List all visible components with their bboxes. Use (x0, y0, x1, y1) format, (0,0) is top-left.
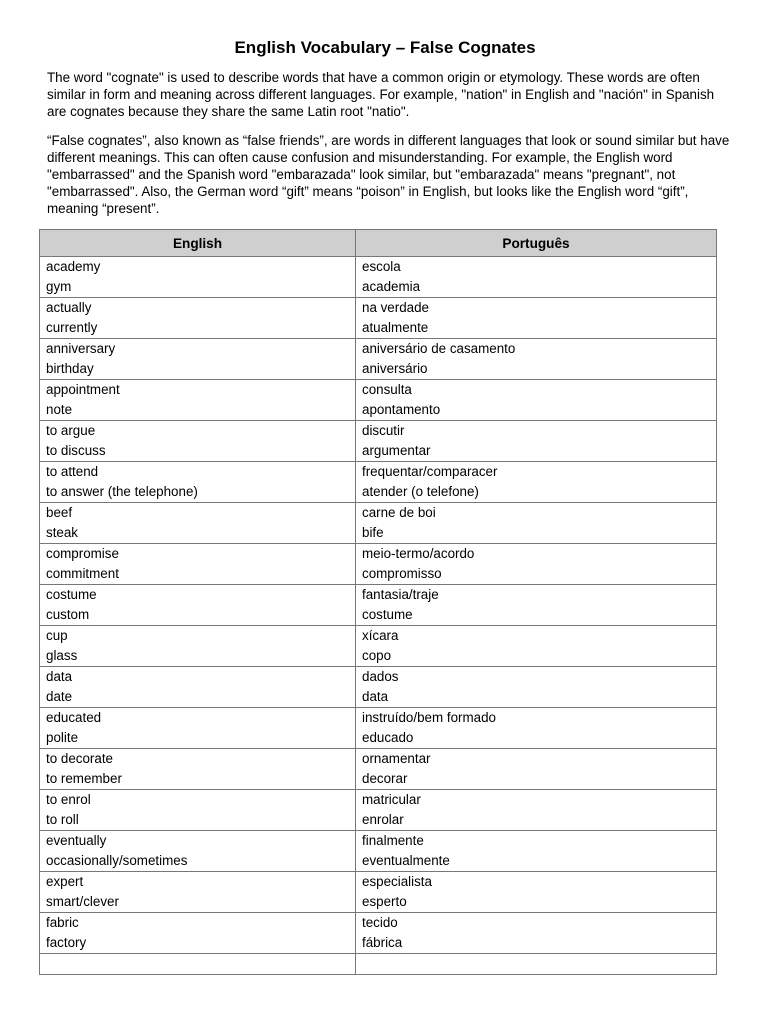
english-term: compromise (46, 546, 119, 561)
english-cell (40, 462, 356, 503)
english-term: data (46, 669, 73, 684)
english-cell (40, 872, 356, 913)
table-row (40, 667, 717, 708)
portugues-term: apontamento (362, 402, 441, 417)
portugues-cell (356, 298, 717, 339)
english-cell (40, 831, 356, 872)
english-term: glass (46, 648, 78, 663)
portugues-cell (356, 462, 717, 503)
portugues-cell (356, 913, 717, 954)
portugues-term: eventualmente (362, 853, 450, 868)
portugues-term: bife (362, 525, 384, 540)
portugues-term: costume (362, 607, 413, 622)
english-term: academy (46, 259, 101, 274)
portugues-cell (356, 749, 717, 790)
portugues-term: compromisso (362, 566, 442, 581)
table-row (40, 708, 717, 749)
portugues-cell (356, 790, 717, 831)
table-row (40, 831, 717, 872)
portugues-cell (356, 626, 717, 667)
english-term: to roll (46, 812, 79, 827)
english-term: educated (46, 710, 102, 725)
portugues-term: esperto (362, 894, 407, 909)
portugues-term: dados (362, 669, 399, 684)
english-term: expert (46, 874, 84, 889)
english-term: beef (46, 505, 73, 520)
english-term: occasionally/sometimes (46, 853, 188, 868)
portugues-term: xícara (362, 628, 399, 643)
table-row (40, 544, 717, 585)
english-term: to attend (46, 464, 99, 479)
portugues-term: escola (362, 259, 401, 274)
english-term: cup (46, 628, 68, 643)
portugues-cell (356, 872, 717, 913)
english-term: to argue (46, 423, 96, 438)
english-cell (40, 298, 356, 339)
portugues-cell (356, 257, 717, 298)
table-row (40, 585, 717, 626)
portugues-term: consulta (362, 382, 412, 397)
english-cell (40, 380, 356, 421)
portugues-term: ornamentar (362, 751, 431, 766)
portugues-cell (356, 421, 717, 462)
english-cell (40, 544, 356, 585)
table-row (40, 503, 717, 544)
table-header-row (40, 230, 717, 257)
english-cell (40, 421, 356, 462)
table-row (40, 298, 717, 339)
english-term: to remember (46, 771, 122, 786)
english-cell (40, 339, 356, 380)
english-term: appointment (46, 382, 120, 397)
english-cell (40, 913, 356, 954)
english-term: smart/clever (46, 894, 119, 909)
portugues-term: atualmente (362, 320, 429, 335)
portugues-term: copo (362, 648, 392, 663)
portugues-cell (356, 380, 717, 421)
english-cell (40, 667, 356, 708)
english-term: to enrol (46, 792, 91, 807)
portugues-cell (356, 339, 717, 380)
english-cell (40, 257, 356, 298)
empty-cell (356, 954, 717, 975)
english-term: custom (46, 607, 90, 622)
table-row (40, 380, 717, 421)
table-row (40, 421, 717, 462)
empty-cell (40, 954, 356, 975)
english-cell (40, 626, 356, 667)
intro-paragraph-1: The word "cognate" is used to describe words that have a common origin or etymology. These words are often similar in form and meaning across different languages. For example, "nation" in English and "nación" in Spanish are cognates because they share the same Latin root "natio". (47, 70, 715, 119)
portugues-cell (356, 585, 717, 626)
english-cell (40, 790, 356, 831)
portugues-term: instruído/bem formado (362, 710, 496, 725)
english-cell (40, 708, 356, 749)
portugues-cell (356, 503, 717, 544)
portugues-term: fantasia/traje (362, 587, 439, 602)
portugues-cell (356, 708, 717, 749)
english-term: to discuss (46, 443, 106, 458)
table-row (40, 749, 717, 790)
portugues-term: fábrica (362, 935, 403, 950)
table-row (40, 872, 717, 913)
english-term: to decorate (46, 751, 113, 766)
portugues-term: data (362, 689, 389, 704)
portugues-cell (356, 667, 717, 708)
english-term: factory (46, 935, 87, 950)
portugues-term: discutir (362, 423, 405, 438)
english-cell (40, 585, 356, 626)
portugues-term: atender (o telefone) (362, 484, 479, 499)
english-term: eventually (46, 833, 107, 848)
header-english: English (40, 230, 356, 257)
portugues-term: carne de boi (362, 505, 436, 520)
portugues-term: frequentar/comparacer (362, 464, 498, 479)
english-term: actually (46, 300, 92, 315)
english-term: anniversary (46, 341, 116, 356)
false-cognates-table (39, 229, 717, 975)
portugues-term: educado (362, 730, 414, 745)
english-term: steak (46, 525, 79, 540)
english-term: currently (46, 320, 98, 335)
table-body (40, 257, 717, 975)
portugues-term: enrolar (362, 812, 404, 827)
english-cell (40, 749, 356, 790)
english-term: birthday (46, 361, 94, 376)
portugues-term: matricular (362, 792, 421, 807)
table-row (40, 462, 717, 503)
portugues-term: finalmente (362, 833, 424, 848)
portugues-term: aniversário (362, 361, 428, 376)
table-row (40, 626, 717, 667)
english-term: costume (46, 587, 97, 602)
table-row (40, 790, 717, 831)
portugues-term: na verdade (362, 300, 430, 315)
english-term: gym (46, 279, 72, 294)
portugues-term: aniversário de casamento (362, 341, 516, 356)
portugues-cell (356, 544, 717, 585)
intro-paragraph-2: “False cognates”, also known as “false friends”, are words in different languages that look or sound similar but have different meanings. This can often cause confusion and misunderstanding. For example, the English word "embarrassed" and the Spanish word "embarazada" look similar, but "embarazada" means "pregnant", not "embarrassed". Also, the German word “gift” means “poison” in English, but looks like the English word “gift”, meaning “present”. (47, 133, 730, 216)
english-term: to answer (the telephone) (46, 484, 198, 499)
english-term: fabric (46, 915, 79, 930)
english-cell (40, 503, 356, 544)
table-row (40, 339, 717, 380)
portugues-term: decorar (362, 771, 408, 786)
portugues-term: meio-termo/acordo (362, 546, 475, 561)
english-term: polite (46, 730, 79, 745)
portugues-term: especialista (362, 874, 432, 889)
english-term: note (46, 402, 73, 417)
page-title: English Vocabulary – False Cognates (234, 38, 536, 57)
portugues-term: academia (362, 279, 421, 294)
table-row (40, 913, 717, 954)
portugues-term: tecido (362, 915, 398, 930)
portugues-term: argumentar (362, 443, 431, 458)
table-row (40, 257, 717, 298)
empty-table-row (40, 954, 717, 975)
portugues-cell (356, 831, 717, 872)
header-portugues: Português (356, 230, 717, 257)
english-term: date (46, 689, 73, 704)
english-term: commitment (46, 566, 119, 581)
